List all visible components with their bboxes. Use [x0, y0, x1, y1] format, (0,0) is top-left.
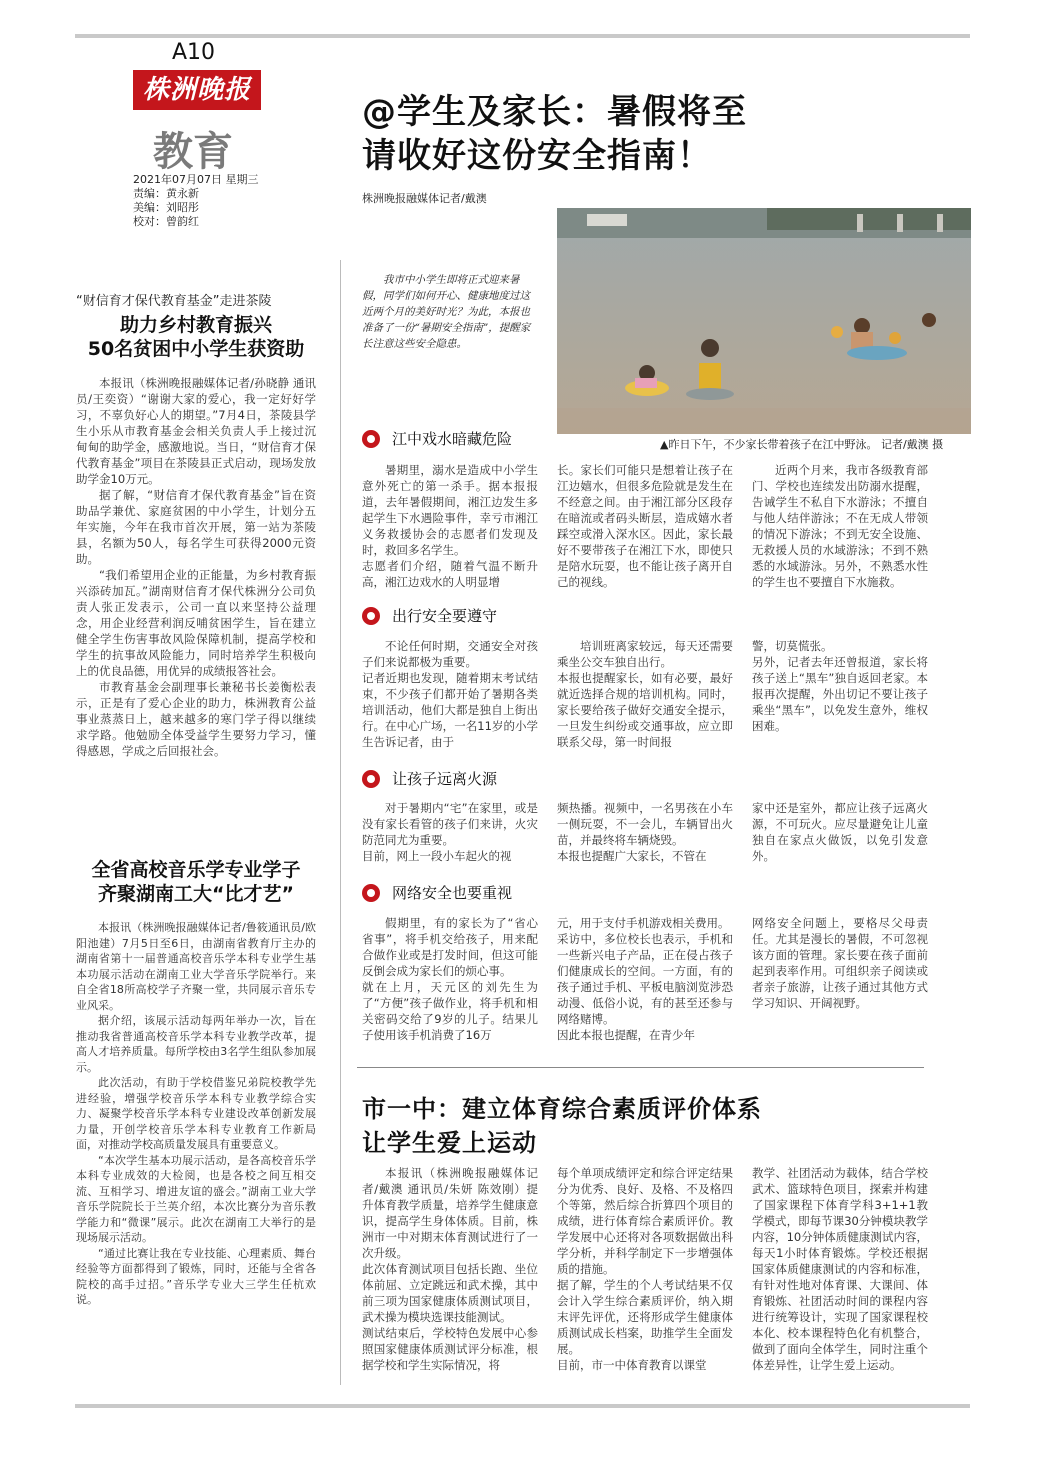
page-number: A10: [172, 40, 216, 65]
section-column: [557, 800, 733, 864]
headline-line1: @学生及家长：暑假将至: [362, 92, 747, 132]
paragraph: 此次活动，有助于学校借鉴兄弟院校教学先进经验，增强学校音乐学本科专业教学综合实力、凝聚学校音乐学本科专业建设改革创新发展力量，开创学校音乐学本科专业教育工作新局面，对推动学校高质量发展具有重要意义。: [76, 1076, 316, 1151]
column-text: 不论任何时期，交通安全对孩子们来说都极为重要。 记者近期也发现，随着期末考试结束，不少孩子们都开始了暑期各类培训活动，他们大都是独自上街出行。在中心广场，一名11岁的小学生告诉记者，由于: [362, 639, 538, 749]
story-title-line1: 助力乡村教育振兴: [119, 314, 272, 336]
section-column: [362, 462, 538, 590]
column-divider: [340, 260, 341, 1385]
section-header: [362, 605, 582, 627]
column-text: 频热播。视频中，一名男孩在小车一侧玩耍，不一会儿，车辆冒出火苗，并最终将车辆烧毁。 本报也提醒广大家长，不管在: [557, 801, 733, 863]
story-body: [76, 375, 316, 759]
bullet-icon: [362, 607, 380, 625]
river-swimming-photo: [557, 208, 971, 434]
section-column: [362, 800, 538, 864]
bottom-column: [362, 1165, 538, 1373]
section-title: 教育: [153, 128, 233, 175]
section-column: [752, 915, 928, 1011]
top-rule: [75, 34, 970, 38]
section-header: [362, 768, 582, 790]
column-text: 暑期里，溺水是造成中小学生意外死亡的第一杀手。据本报报道，去年暑假期间，湘江边发生多起学生下水遇险事件，幸亏市湘江义务救援协会的志愿者们发现及时，救回多名学生。 志愿者们介绍，随着气温不断升高，湘江边戏水的人明显增: [362, 463, 538, 589]
issue-date: 2021年07月07日 星期三: [133, 173, 259, 186]
column-text: 对于暑期内“宅”在家里，或是没有家长看管的孩子们来讲，火灾防范同尤为重要。 目前，网上一段小车起火的视: [362, 801, 538, 863]
left-story-1: [76, 290, 316, 759]
paragraph: 据介绍，该展示活动每两年举办一次，旨在推动我省普通高校音乐学本科专业教学改革，提高人才培养质量。每所学校由3名学生组队参加展示。: [76, 1014, 316, 1074]
main-headline: [362, 90, 962, 178]
section-column: [752, 800, 928, 864]
column-text: 近两个月来，我市各级教育部门、学校也连续发出防溺水提醒，告诫学生不私自下水游泳；不擅自与他人结伴游泳；不在无成人带领的情况下游泳；不到无安全设施、无救援人员的水域游泳；不到不熟悉的水域游泳。另外，不熟悉水性的学生也不要擅自下水施救。: [752, 463, 928, 589]
section-column: [557, 915, 733, 1043]
column-text: 假期里，有的家长为了“省心省事”，将手机交给孩子，用来配合做作业或是打发时间，但这可能反倒会成为家长们的烦心事。 就在上月，天元区的刘先生为了“方便”孩子做作业，将手机和相关密码交给了9岁的儿子。结果儿子使用该手机消费了16万: [362, 916, 538, 1042]
story-kicker: “财信育才保代教育基金”走进茶陵: [76, 294, 272, 309]
column-text: 元，用于支付手机游戏相关费用。 采访中，多位校长也表示，手机和一些新兴电子产品，正在侵占孩子们健康成长的空间。一方面，有的孩子通过手机、平板电脑浏览涉恐动漫、低俗小说，有的甚至还参与网络赌博。 因此本报也提醒，在青少年: [557, 916, 733, 1042]
column-text: 本报讯（株洲晚报融媒体记者/戴澳 通讯员/朱妍 陈效刚）提升体育教学质量，培养学生健康意识，提高学生身体体质。目前，株洲市一中对期末体育测试进行了一次升级。 此次体育测试项目包括长跑、坐位体前屈、立定跳远和武术操，其中前三项为国家健康体质测试项目，武术操为模块选课技能测试。 测试结束后，学校特色发展中心参照国家健康体质测试评分标准，根据学校和学生实际情况，将: [362, 1166, 538, 1372]
photo-caption: ▲昨日下午，不少家长带着孩子在江中野泳。 记者/戴澳 摄: [660, 438, 944, 451]
edition-meta: [133, 173, 259, 229]
story-title-line2: 齐聚湖南工大“比才艺”: [98, 883, 294, 905]
paragraph: 市教育基金会副理事长兼秘书长姜衡松表示，正是有了爱心企业的助力，株洲教育公益事业蒸蒸日上，越来越多的寒门学子得以继续求学路。他勉励全体受益学生要努力学习，懂得感恩，学成之后回报社会。: [76, 680, 316, 758]
column-text: 网络安全问题上，要格尽父母责任。尤其是漫长的暑假，不可忽视该方面的管理。家长要在孩子面前起到表率作用。可组织亲子阅读或者亲子旅游，让孩子通过其他方式学习知识、开阔视野。: [752, 916, 928, 1010]
headline-line1: 市一中：建立体育综合素质评价体系: [362, 1095, 762, 1123]
column-text: 教学、社团活动为载体，结合学校武术、篮球特色项目，探索并构建了国家课程下体育学科3+1+1教学模式，即每节课30分钟模块教学内容，10分钟体质健康测试内容，每天1小时体育锻炼。学校还根据国家体质健康测试的内容和标准，有针对性地对体育课、大课间、体育锻炼、社团活动时间的课程内容进行统筹设计，实现了国家课程校本化、校本课程特色化有机整合，做到了面向全体学生，同时注重个体差异性，让学生爱上运动。: [752, 1166, 928, 1372]
photo-illustration: [557, 208, 971, 434]
section-title: 网络安全也要重视: [392, 884, 513, 902]
designer-credit: 美编：刘昭彤: [133, 201, 199, 214]
column-text: 培训班离家较远，每天还需要乘坐公交车独自出行。 本报也提醒家长，如有必要，最好就近选择合规的培训机构。同时，家长要给孩子做好交通安全提示，一旦发生纠纷或交通事故，应立即联系父母，第一时间报: [557, 639, 733, 749]
main-intro: 我市中小学生即将正式迎来暑假，同学们如何开心、健康地度过这近两个月的美好时光？为此，本报也准备了一份“暑期安全指南”，提醒家长注意这些安全隐患。: [362, 274, 531, 350]
paragraph: 本报讯（株洲晚报融媒体记者/孙晓静 通讯员/王奕资）“谢谢大家的爱心，我一定好好学习，不辜负好心人的期望。”7月4日，茶陵县学生小乐从市教育基金会相关负责人手上接过沉甸甸的助学金，感激地说。当日，“财信育才保代教育基金”项目在茶陵县正式启动，现场发放助学金10万元。: [76, 376, 316, 486]
section-title: 出行安全要遵守: [392, 607, 498, 625]
section-title: 让孩子远离火源: [392, 770, 498, 788]
paragraph: “我们希望用企业的正能量，为乡村教育振兴添砖加瓦。”湖南财信育才保代株洲分公司负责人张正发表示，公司一直以来坚持公益理念，用企业经营利润反哺贫困学生，旨在建立健全学生伤害事故风险保障机制，提高学校和学生的抗事故风险能力，同时培养学生积极向上的优良品德，用优异的成绩报答社会。: [76, 568, 316, 678]
editor-credit: 责编：黄永新: [133, 187, 199, 200]
section-column: [362, 915, 538, 1043]
story-body: [76, 920, 316, 1308]
headline-line2: 请收好这份安全指南！: [362, 136, 712, 176]
section-column: [557, 638, 733, 750]
proofreader-credit: 校对：曾韵红: [133, 215, 199, 228]
newspaper-logo: 株洲晚报: [133, 70, 261, 110]
bottom-headline: [362, 1092, 962, 1160]
section-header: [362, 428, 582, 450]
column-text: 警，切莫慌张。 另外，记者去年还曾报道，家长将孩子送上“黑车”独自返回老家。本报再次提醒，外出切记不要让孩子乘坐“黑车”，以免发生意外，维权困难。: [752, 639, 928, 733]
bullet-icon: [362, 430, 380, 448]
section-title: 江中戏水暗藏危险: [392, 430, 513, 448]
column-text: 长。家长们可能只是想着让孩子在江边嬉水，但很多危险就是发生在不经意之间。由于湘江部分区段存在暗流或者码头断层，造成嬉水者踩空或滑入深水区。因此，家长最好不要带孩子在湘江下水，即使只是陪水玩耍，也不能让孩子离开自己的视线。: [557, 463, 733, 589]
column-text: 每个单项成绩评定和综合评定结果分为优秀、良好、及格、不及格四个等第，然后综合折算四个项目的成绩，进行体育综合素质评价。教学发展中心还将对各项数据做出科学分析，并科学制定下一步增强体质的措施。 据了解，学生的个人考试结果不仅会计入学生综合素质评价，纳入期末评先评优，还将形成学生健康体质测试成长档案，助推学生全面发展。 目前，市一中体育教育以课堂: [557, 1166, 733, 1372]
main-byline: 株洲晚报融媒体记者/戴澳: [362, 192, 487, 205]
paragraph: “通过比赛让我在专业技能、心理素质、舞台经验等方面都得到了锻炼，同时，还能与全省各院校的高手过招。”音乐学专业大三学生任杭欢说。: [76, 1246, 316, 1306]
section-column: [752, 638, 928, 734]
section-column: [362, 638, 538, 750]
paragraph: 本报讯（株洲晚报融媒体记者/鲁筱通讯员/欧阳池建）7月5日至6日，由湖南省教育厅主办的湖南省第十一届普通高校音乐学本科专业学生基本功展示活动在湖南工业大学音乐学院举行。来自全省18所高校学子齐聚一堂，共同展示音乐专业风采。: [76, 921, 316, 1012]
left-story-2: [76, 858, 316, 1308]
bullet-icon: [362, 770, 380, 788]
bullet-icon: [362, 884, 380, 902]
paragraph: 据了解，“财信育才保代教育基金”旨在资助品学兼优、家庭贫困的中小学生，计划分五年实施，今年在我市首次开展，第一站为茶陵县，名额为50人，每名学生可获得2000元资助。: [76, 488, 316, 566]
story-divider: [357, 1067, 924, 1068]
column-text: 家中还是室外，都应让孩子远离火源，不可玩火。应尽量避免让儿童独自在家点火做饭，以免引发意外。: [752, 801, 928, 863]
headline-line2: 让学生爱上运动: [362, 1129, 537, 1157]
paragraph: “本次学生基本功展示活动，是各高校音乐学本科专业成效的大检阅，也是各校之间互相交流、互相学习、增进友谊的盛会。”湖南工业大学音乐学院院长于兰英介绍，本次比赛分为音乐教学能力和“微课”展示。此次在湖南工大举行的是现场展示活动。: [76, 1153, 316, 1244]
bottom-column: [752, 1165, 928, 1373]
bottom-column: [557, 1165, 733, 1373]
section-column: [557, 462, 733, 590]
section-header: [362, 882, 582, 904]
story-title-line1: 全省高校音乐学专业学子: [91, 859, 301, 881]
bottom-rule: [75, 1404, 970, 1408]
section-column: [752, 462, 928, 590]
story-title-line2: 50名贫困中小学生获资助: [87, 338, 305, 360]
